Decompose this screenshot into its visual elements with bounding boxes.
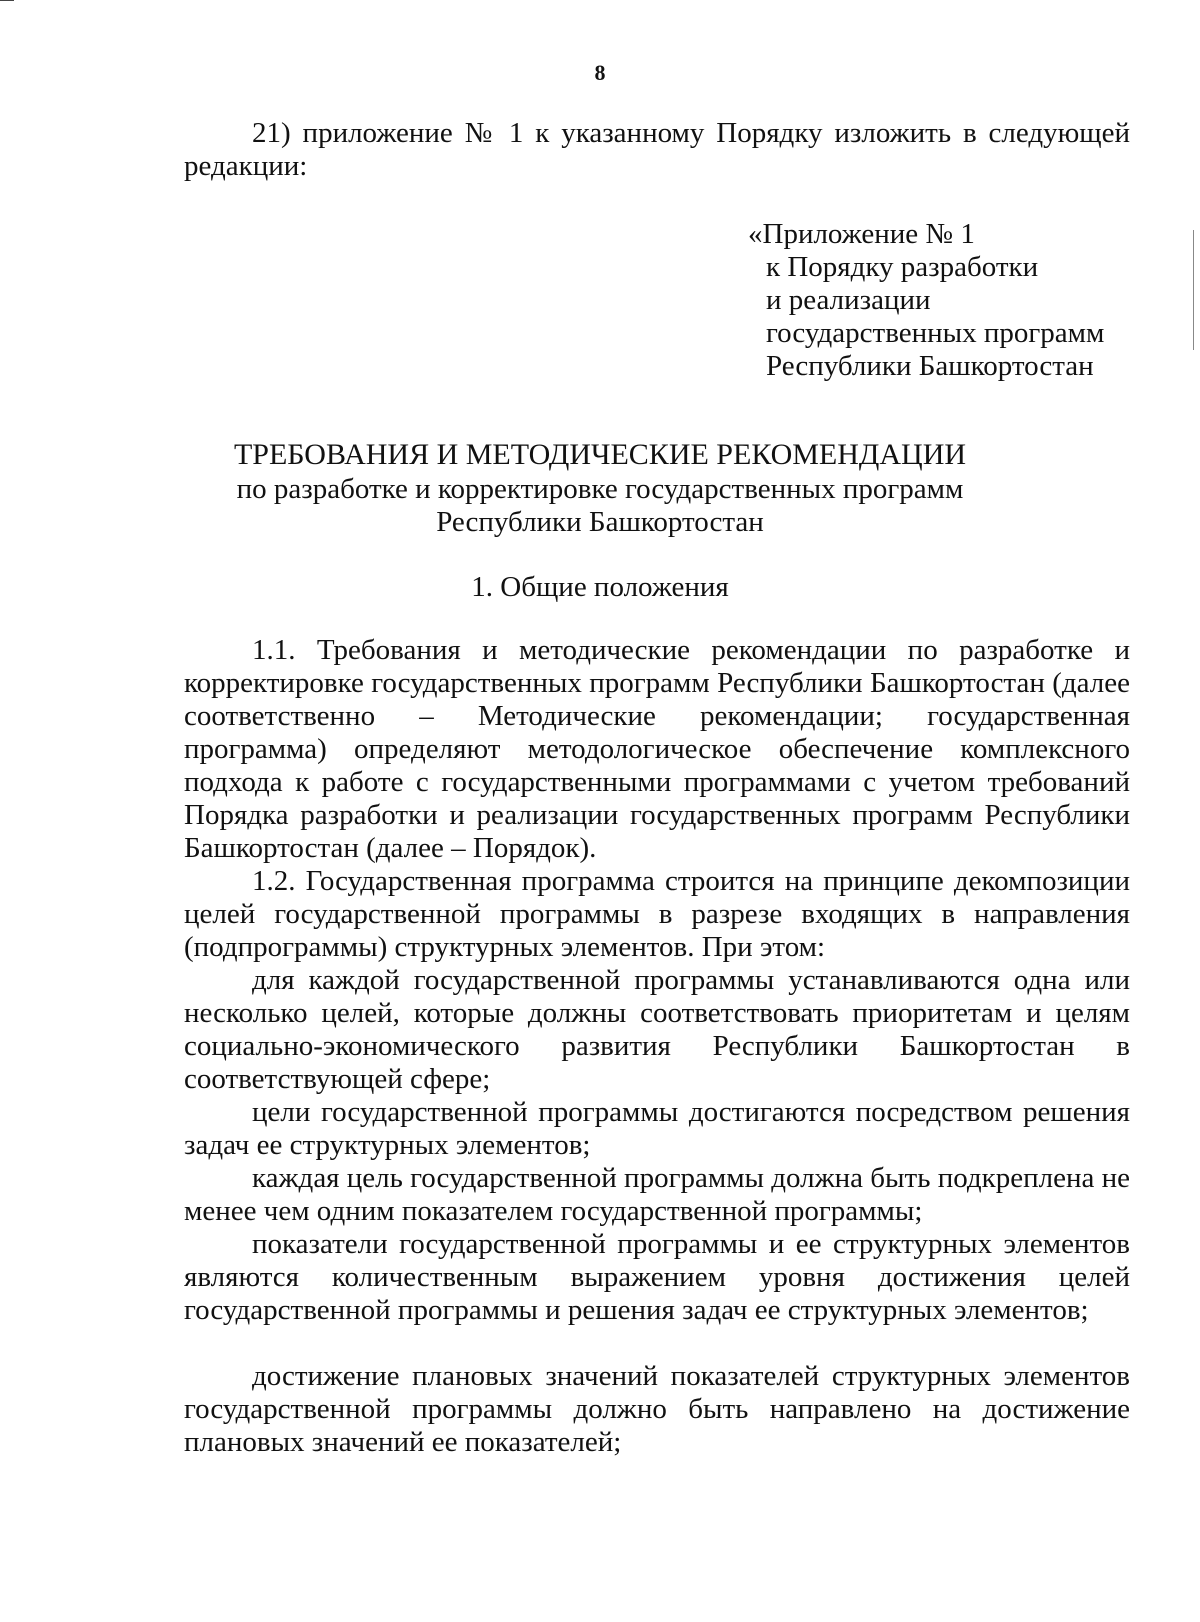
- document-subtitle-line: Республики Башкортостан: [436, 506, 764, 538]
- appendix-line: «Приложение № 1: [748, 218, 975, 250]
- appendix-line: Республики Башкортостан: [766, 350, 1094, 382]
- intro-paragraph: 21) приложение № 1 к указанному Порядку изложить в следующей редакции:: [184, 117, 1130, 182]
- paragraph-1-1: 1.1. Требования и методические рекомендации по разработке и корректировке государственных программ Республики Башкортостан (далее соответственно – Методические рекомендации; государственная программа) определяют методологическое обеспечение комплексного подхода к работе с государственными программами с учетом требований Порядка разработки и реализации государственных программ Республики Башкортостан (далее – Порядок).: [184, 634, 1130, 864]
- scan-edge-mark: [1193, 230, 1194, 350]
- appendix-header: [748, 218, 1148, 383]
- list-item: для каждой государственной программы устанавливаются одна или несколько целей, которые должны соответствовать приоритетам и целям социально-экономического развития Республики Башкортостан в соответствующей сфере;: [184, 964, 1130, 1095]
- section-heading: 1. Общие положения: [471, 571, 729, 603]
- appendix-line: государственных программ: [766, 317, 1105, 349]
- document-title: ТРЕБОВАНИЯ И МЕТОДИЧЕСКИЕ РЕКОМЕНДАЦИИ: [233, 438, 967, 471]
- paragraph-1-2: 1.2. Государственная программа строится на принципе декомпозиции целей государственной программы в разрезе входящих в направления (подпрограммы) структурных элементов. При этом:: [184, 865, 1130, 963]
- scan-edge-mark: [0, 0, 14, 1]
- page-number: 8: [594, 60, 606, 85]
- list-item: каждая цель государственной программы должна быть подкреплена не менее чем одним показателем государственной программы;: [184, 1162, 1130, 1227]
- document-subtitle-line: по разработке и корректировке государственных программ: [236, 473, 964, 505]
- list-item: показатели государственной программы и ее структурных элементов являются количественным выражением уровня достижения целей государственной программы и решения задач ее структурных элементов;: [184, 1228, 1130, 1326]
- list-item: цели государственной программы достигаются посредством решения задач ее структурных элементов;: [184, 1096, 1130, 1161]
- appendix-line: и реализации: [766, 284, 931, 316]
- list-item: достижение плановых значений показателей структурных элементов государственной программы должно быть направлено на достижение плановых значений ее показателей;: [184, 1360, 1130, 1458]
- appendix-line: к Порядку разработки: [766, 251, 1039, 283]
